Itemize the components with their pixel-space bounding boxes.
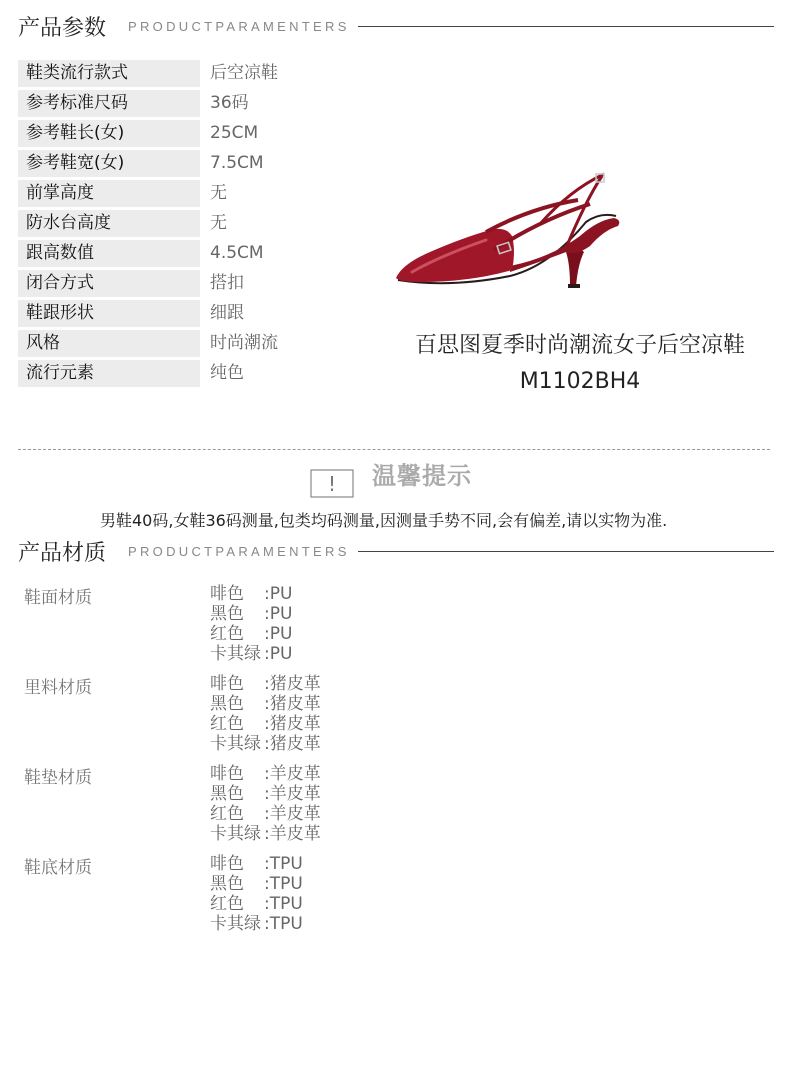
material-color: 黑色 <box>210 694 244 714</box>
material-sep: : <box>264 784 270 804</box>
param-value: 搭扣 <box>210 273 244 293</box>
materials-section-header <box>18 536 774 566</box>
param-label: 参考标准尺码 <box>18 90 200 117</box>
material-value: PU <box>269 644 293 664</box>
material-item <box>210 784 321 804</box>
material-value: PU <box>269 584 293 604</box>
material-sep: : <box>264 824 270 844</box>
material-value: 猪皮革 <box>269 734 321 754</box>
material-value: TPU <box>269 894 303 914</box>
param-label: 参考鞋宽(女) <box>18 150 200 177</box>
material-color: 啡色 <box>210 674 244 694</box>
material-item <box>210 854 303 874</box>
material-item <box>210 644 292 664</box>
material-sep: : <box>264 604 270 624</box>
param-label: 前掌高度 <box>18 180 200 207</box>
material-value: 猪皮革 <box>269 694 321 714</box>
material-item <box>210 804 321 824</box>
material-color: 卡其绿 <box>210 914 261 934</box>
material-color: 啡色 <box>210 584 244 604</box>
material-value: TPU <box>269 874 303 894</box>
param-value: 无 <box>210 183 227 203</box>
material-color: 红色 <box>210 714 244 734</box>
product-model: M1102BH4 <box>519 369 641 394</box>
material-color: 黑色 <box>210 604 244 624</box>
param-value: 无 <box>210 213 227 233</box>
material-color: 卡其绿 <box>210 824 261 844</box>
material-sep: : <box>264 914 270 934</box>
params-section-subtitle: PRODUCTPARAMENTERS <box>128 18 350 34</box>
dashed-divider <box>18 449 770 450</box>
params-section-title: 产品参数 <box>18 15 107 41</box>
material-group-label: 鞋垫材质 <box>24 768 92 788</box>
section-divider <box>358 551 774 552</box>
material-sep: : <box>264 714 270 734</box>
material-color: 红色 <box>210 624 244 644</box>
material-item <box>210 764 321 784</box>
param-value: 36码 <box>210 93 249 113</box>
param-label: 鞋类流行款式 <box>18 60 200 87</box>
warning-icon-glyph: ! <box>327 472 337 496</box>
param-label: 跟高数值 <box>18 240 200 267</box>
material-item <box>210 734 321 754</box>
product-name: 百思图夏季时尚潮流女子后空凉鞋 <box>414 333 745 358</box>
material-value: 猪皮革 <box>269 714 321 734</box>
param-value: 细跟 <box>210 303 244 323</box>
material-value: PU <box>269 604 293 624</box>
material-item <box>210 874 303 894</box>
material-sep: : <box>264 694 270 714</box>
material-group-label: 里料材质 <box>24 678 92 698</box>
material-item <box>210 694 321 714</box>
material-list <box>210 674 321 754</box>
material-item <box>210 604 292 624</box>
param-value: 时尚潮流 <box>210 333 278 353</box>
material-value: 羊皮革 <box>269 824 321 844</box>
material-item <box>210 714 321 734</box>
material-color: 啡色 <box>210 764 244 784</box>
material-color: 啡色 <box>210 854 244 874</box>
material-value: PU <box>269 624 293 644</box>
material-item <box>210 584 292 604</box>
param-label: 参考鞋长(女) <box>18 120 200 147</box>
material-sep: : <box>264 854 270 874</box>
material-sep: : <box>264 734 270 754</box>
param-label: 鞋跟形状 <box>18 300 200 327</box>
material-sep: : <box>264 804 270 824</box>
material-value: TPU <box>269 914 303 934</box>
param-label: 防水台高度 <box>18 210 200 237</box>
material-sep: : <box>264 624 270 644</box>
params-section-header <box>18 11 774 41</box>
material-sep: : <box>264 674 270 694</box>
material-sep: : <box>264 894 270 914</box>
notice-title: 温馨提示 <box>372 462 472 490</box>
material-color: 卡其绿 <box>210 644 261 664</box>
materials-section-title: 产品材质 <box>18 540 107 566</box>
material-group-label: 鞋面材质 <box>24 588 92 608</box>
material-list <box>210 764 321 844</box>
param-label: 流行元素 <box>18 360 200 387</box>
material-list <box>210 584 292 664</box>
material-item <box>210 674 321 694</box>
section-divider <box>358 26 774 27</box>
material-color: 卡其绿 <box>210 734 261 754</box>
param-value: 25CM <box>210 123 259 143</box>
notice-text: 男鞋40码,女鞋36码测量,包类均码测量,因测量手势不同,会有偏差,请以实物为准. <box>100 511 668 530</box>
material-value: 猪皮革 <box>269 674 321 694</box>
param-value: 纯色 <box>210 363 244 383</box>
material-sep: : <box>264 584 270 604</box>
material-item <box>210 824 321 844</box>
warning-icon <box>310 469 354 500</box>
material-list <box>210 854 303 934</box>
material-sep: : <box>264 874 270 894</box>
param-value: 7.5CM <box>210 153 264 173</box>
material-item <box>210 894 303 914</box>
material-value: TPU <box>269 854 303 874</box>
shoe-product-image <box>390 160 630 300</box>
material-value: 羊皮革 <box>269 764 321 784</box>
param-value: 4.5CM <box>210 243 264 263</box>
material-sep: : <box>264 764 270 784</box>
param-label: 闭合方式 <box>18 270 200 297</box>
material-value: 羊皮革 <box>269 804 321 824</box>
material-color: 黑色 <box>210 784 244 804</box>
material-color: 红色 <box>210 894 244 914</box>
material-item <box>210 914 303 934</box>
material-color: 黑色 <box>210 874 244 894</box>
material-item <box>210 624 292 644</box>
param-label: 风格 <box>18 330 200 357</box>
materials-section-subtitle: PRODUCTPARAMENTERS <box>128 543 350 559</box>
material-value: 羊皮革 <box>269 784 321 804</box>
material-group-label: 鞋底材质 <box>24 858 92 878</box>
material-color: 红色 <box>210 804 244 824</box>
param-value: 后空凉鞋 <box>210 63 278 83</box>
material-sep: : <box>264 644 270 664</box>
